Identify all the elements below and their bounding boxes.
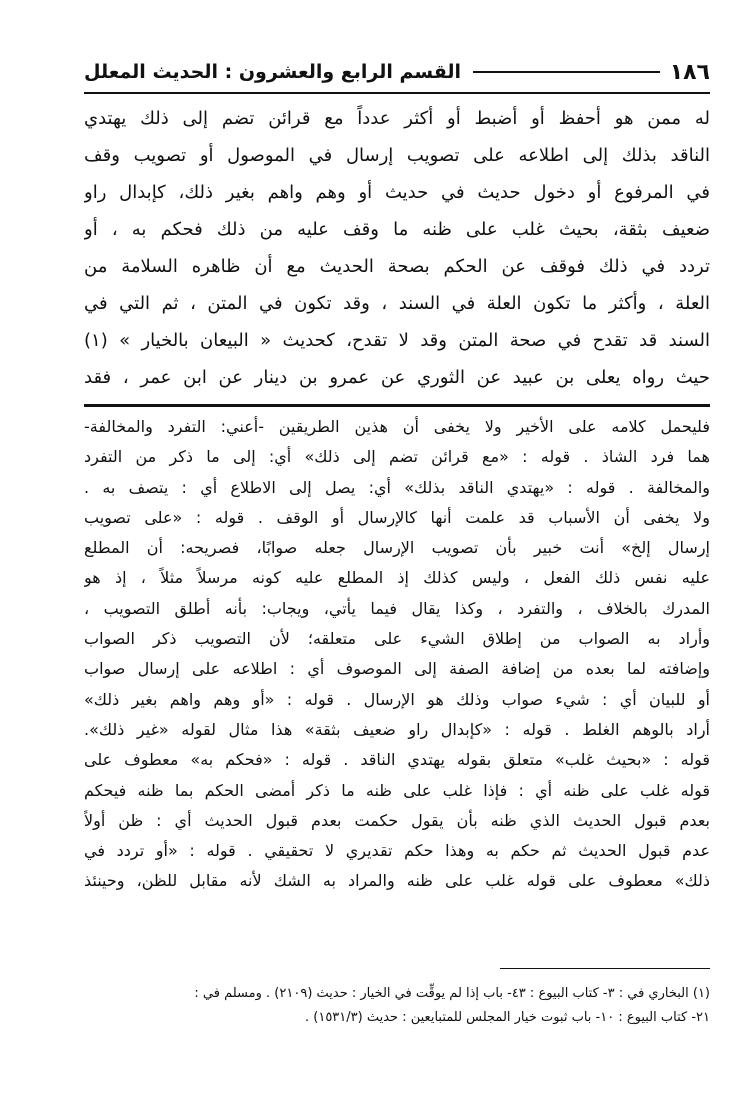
- header-rule: [473, 71, 660, 73]
- running-title: القسم الرابع والعشرون : الحديث المعلل: [84, 61, 462, 83]
- footnote-line: ٢١- كتاب البيوع : ١٠- باب ثبوت خيار المجلس للمتبايعين : حديث (١٥٣١/٣) .: [305, 1010, 710, 1025]
- commentary-line: عليه نفس ذلك الفعل ، وليس كذلك إذ المطلع عليه كونه مرسلاً مثلاً ، إذ هو: [84, 568, 710, 588]
- footnote-line: (١) البخاري في : ٣- كتاب البيوع : ٤٣- باب إذا لم يوقِّت في الخيار : حديث (٢١٠٩) . ومسلم في :: [194, 986, 710, 1001]
- main-text-line: تردد في ذلك فوقف عن الحكم بصحة الحديث مع أن ظاهره السلامة من: [84, 256, 710, 277]
- page-number: ١٨٦: [669, 59, 710, 85]
- main-text-line: الناقد بذلك إلى اطلاعه على تصويب إرسال في الموصول أو تصويب وقف: [84, 145, 710, 166]
- main-text-line: السند قد تقدح في صحة المتن وقد لا تقدح، كحديث « البيعان بالخيار » (١): [84, 330, 710, 351]
- footnotes-block: [84, 982, 710, 1030]
- commentary-line: وإضافته لما بعده من إضافة الصفة إلى الموصوف أي : اطلاعه على إرسال صواب: [84, 659, 710, 679]
- main-text-line: له ممن هو أحفظ أو أضبط أو أكثر عدداً مع قرائن تضم إلى ذلك يهتدي: [84, 108, 710, 129]
- main-text-line: العلة ، وأكثر ما تكون العلة في السند ، وقد تكون في المتن ، ثم التي في: [84, 293, 710, 314]
- commentary-line: هما فرد الشاذ . قوله : «مع قرائن تضم إلى ذلك» أي: إلى ما ذكر من التفرد: [84, 447, 710, 467]
- commentary-line: أراد بالوهم الغلط . قوله : «كإبدال راو ضعيف بثقة» هذا مثال لقوله «غير ذلك».: [84, 719, 710, 739]
- commentary-line: قوله غلب على ظنه أي : فإذا غلب على ظنه ما ذكر أمضى الحكم بما ظنه فيحكم: [84, 780, 710, 800]
- commentary-line: أو للبيان أي : شيء صواب وذلك هو الإرسال . قوله : «أو وهم واهم بغير ذلك»: [84, 689, 710, 709]
- commentary-line: ولا يخفى أن الأسباب قد علمت أنها كالإرسال أو الوقف . قوله : «على تصويب: [84, 507, 710, 527]
- commentary-line: وأراد به الصواب من إطلاق الشيء على متعلقه؛ لأن التصويب ذكر الصواب: [84, 629, 710, 649]
- commentary-line: قوله : «بحيث غلب» متعلق بقوله يهتدي الناقد . قوله : «فحكم به» معطوف على: [84, 750, 710, 770]
- commentary-line: المدرك بالخلاف ، والتفرد ، وكذا يقال فيما يأتي، ويجاب: بأنه أطلق التصويب ،: [84, 598, 710, 618]
- commentary-line: فليحمل كلامه على الأخير ولا يخفى أن هذين الطريقين -أعني: التفرد والمخالفة-: [84, 417, 710, 436]
- commentary-line: إرسال إلخ» أنت خبير بأن تصويب الإرسال جعله صوابًا، فصريحه: أن المطلع: [84, 538, 710, 558]
- commentary-line: ذلك» معطوف على قوله غلب على ظنه والمراد به الشك لأنه مقابل للظن، وحينئذ: [84, 871, 710, 891]
- commentary-line: بعدم قبول الحديث الذي ظنه بأن يقول حكمت بعدم قبول الحديث أي : ظن أولاً: [84, 810, 710, 830]
- main-text-line: ضعيف بثقة، بحيث غلب على ظنه ما وقف عليه من ذلك فحكم به ، أو: [84, 219, 710, 240]
- main-text-block: [84, 100, 710, 396]
- footnote-separator: [500, 968, 710, 969]
- commentary-line: والمخالفة . قوله : «يهتدي الناقد بذلك» أي: يصل إلى الاطلاع أي : يتصف به .: [84, 477, 710, 497]
- main-text-line: في المرفوع أو دخول حديث في حديث أو وهم واهم بغير ذلك، كإبدال راو: [84, 182, 710, 203]
- commentary-line: عدم قبول الحديث ثم حكم به وهذا حكم تقديري لا تحقيقي . قوله : «أو تردد في: [84, 841, 710, 861]
- running-header: [84, 52, 710, 94]
- section-divider: [84, 404, 710, 407]
- main-text-line: حيث رواه يعلى بن عبيد عن الثوري عن عمرو بن دينار عن ابن عمر ، فقد: [84, 367, 710, 388]
- commentary-block: [84, 412, 710, 897]
